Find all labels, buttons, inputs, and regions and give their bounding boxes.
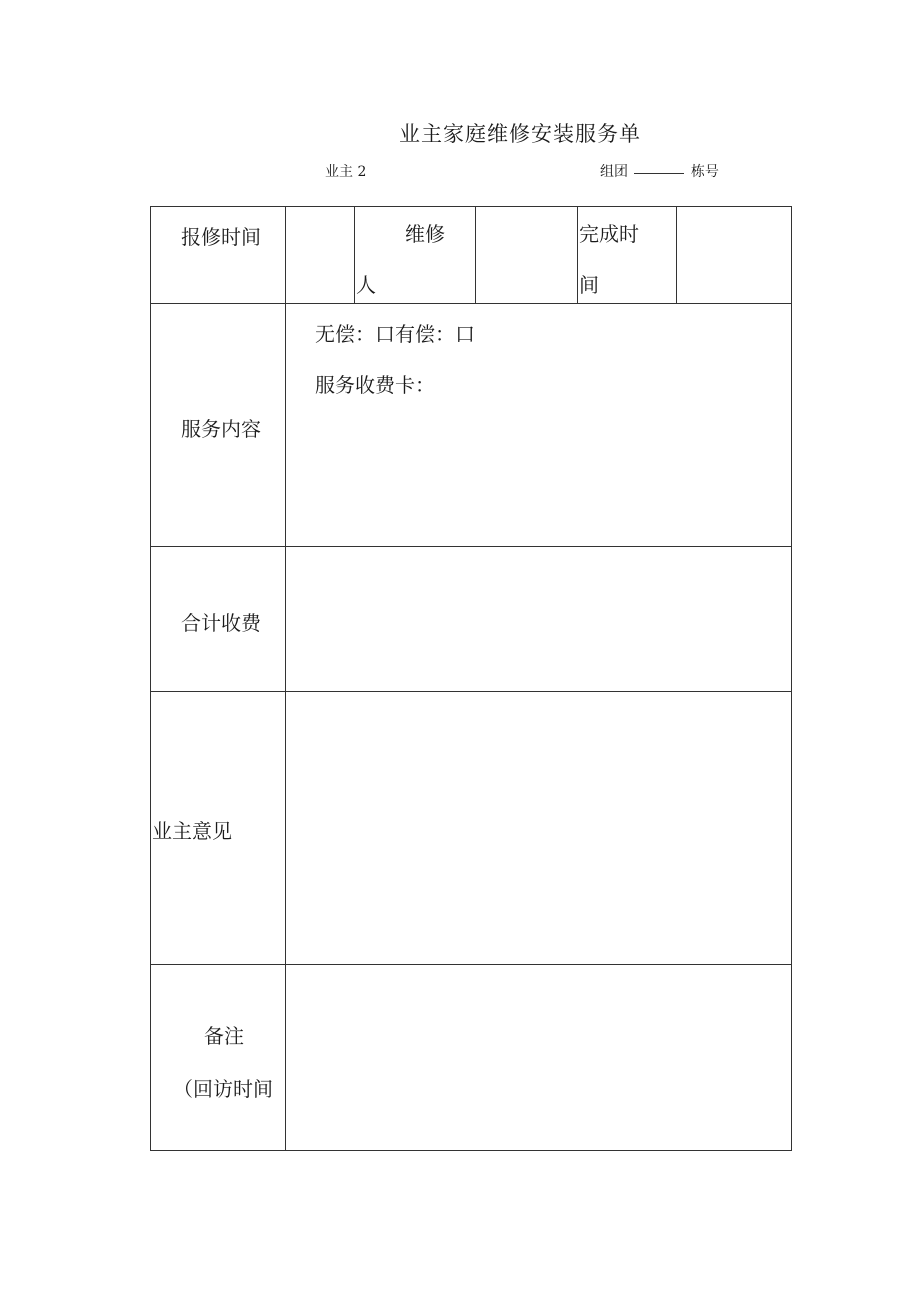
service-type-line: 无偿：口有偿：口: [315, 322, 475, 346]
owner-label: 业主 2: [325, 164, 367, 180]
repairer-label-line2: 人: [356, 273, 376, 297]
group-label: 组团: [600, 164, 628, 180]
remark-value[interactable]: [286, 965, 791, 1150]
finish-time-label-line2: 间: [579, 273, 599, 297]
finish-time-label-line1: 完成时: [579, 222, 639, 246]
repairer-label-line1: 维修: [405, 222, 445, 246]
group-blank-line[interactable]: [634, 173, 684, 174]
repair-time-label: 报修时间: [181, 225, 261, 249]
column-divider: [577, 207, 578, 303]
remark-label-line1: 备注: [204, 1024, 244, 1048]
service-content-label: 服务内容: [181, 417, 261, 441]
total-fee-label: 合计收费: [181, 611, 261, 635]
owner-opinion-value[interactable]: [286, 692, 791, 964]
repair-time-value[interactable]: [286, 208, 354, 302]
repairer-value[interactable]: [476, 208, 577, 302]
row-divider: [151, 303, 791, 304]
form-title: 业主家庭维修安装服务单: [399, 122, 641, 146]
service-form-table: [150, 206, 792, 1151]
group-building-field: [600, 161, 719, 181]
column-divider: [354, 207, 355, 303]
finish-time-value[interactable]: [677, 208, 791, 302]
service-card-line: 服务收费卡：: [315, 373, 435, 397]
total-fee-value[interactable]: [286, 547, 791, 691]
building-label: 栋号: [690, 164, 719, 180]
owner-opinion-label: 业主意见: [152, 819, 232, 843]
owner-field: [325, 161, 366, 181]
remark-label-line2: （回访时间: [173, 1077, 273, 1101]
